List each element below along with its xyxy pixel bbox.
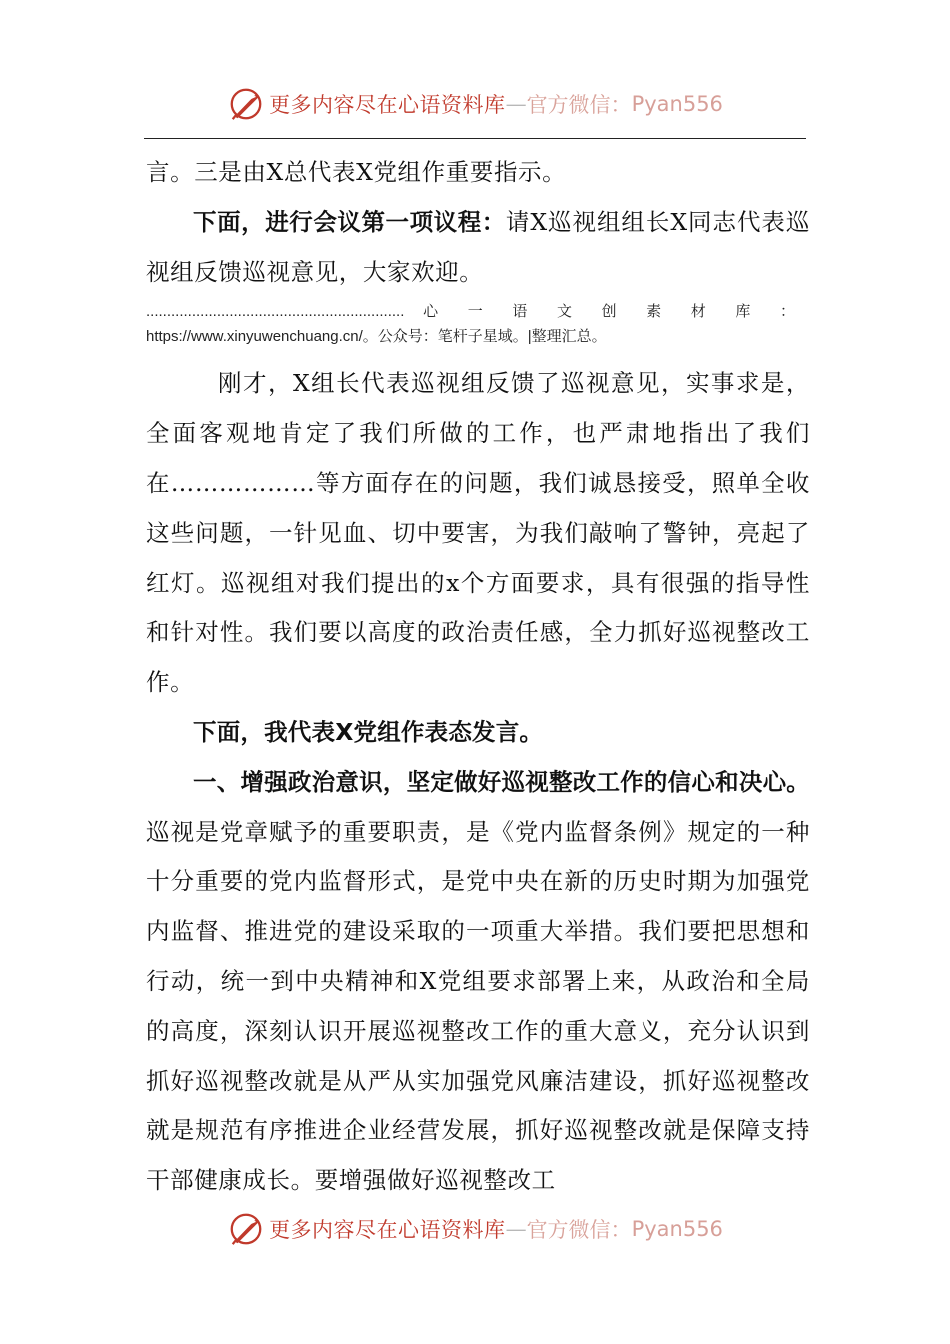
paragraph-feedback-response: 刚才，X组长代表巡视组反馈了巡视意见，实事求是，全面客观地肯定了我们所做的工作，也严肃地指出了我们在………………等方面存在的问题，我们诚恳接受，照单全收这些问题，一针见血、切中要害，为我们敲响了警钟，亮起了红灯。巡视组对我们提出的x个方面要求，具有很强的指导性和针对性。我们要以高度的政治责任感，全力抓好巡视整改工作。 xyxy=(146,369,810,697)
paragraph-agenda xyxy=(146,198,810,298)
banner-wechat-label: 官方微信： xyxy=(526,93,632,117)
quill-logo-icon xyxy=(227,1210,265,1248)
document-body xyxy=(146,148,810,1206)
source-note xyxy=(146,299,810,349)
header-divider xyxy=(144,138,806,139)
section-one-heading: 一、增强政治意识，坚定做好巡视整改工作的信心和决心。 xyxy=(193,767,810,796)
banner-wechat-id: Pyan556 xyxy=(631,92,723,116)
banner-dash: — xyxy=(505,92,527,116)
banner-wechat-id: Pyan556 xyxy=(631,1217,723,1241)
source-dots: .............................................................. xyxy=(146,303,405,321)
banner-main-text: 更多内容尽在心语资料库 xyxy=(269,1218,506,1242)
banner-main-text: 更多内容尽在心语资料库 xyxy=(269,93,506,117)
footer-banner xyxy=(0,1209,950,1249)
section-one-text: 巡视是党章赋予的重要职责，是《党内监督条例》规定的一种十分重要的党内监督形式，是党中央在新的历史时期为加强党内监督、推进党的建设采取的一项重大举措。我们要把思想和行动，统一到中央精神和X党组要求部署上来，从政治和全局的高度，深刻认识开展巡视整改工作的重大意义，充分认识到抓好巡视整改就是从严从实加强党风廉洁建设，抓好巡视整改就是规范有序推进企业经营发展，抓好巡视整改就是保障支持干部健康成长。要增强做好巡视整改工 xyxy=(146,817,810,1195)
header-banner xyxy=(0,84,950,124)
source-url: https://www.xinyuwenchuang.cn/。公众号：笔杆子星域。|整理汇总。 xyxy=(146,328,607,346)
agenda-heading: 下面，进行会议第一项议程： xyxy=(193,207,506,236)
banner-wechat-label: 官方微信： xyxy=(526,1218,632,1242)
paragraph-statement-intro: 下面，我代表X党组作表态发言。 xyxy=(193,717,544,746)
paragraph-continuation: 言。三是由X总代表X党组作重要指示。 xyxy=(146,158,567,186)
source-library: 心一语文创素材库： xyxy=(423,303,810,321)
quill-logo-icon xyxy=(227,85,265,123)
banner-dash: — xyxy=(505,1217,527,1241)
agenda-text: 请X巡视组组长X同志代表巡视组反馈巡视意见，大家欢迎。 xyxy=(146,207,810,286)
paragraph-section-one xyxy=(146,758,810,1206)
